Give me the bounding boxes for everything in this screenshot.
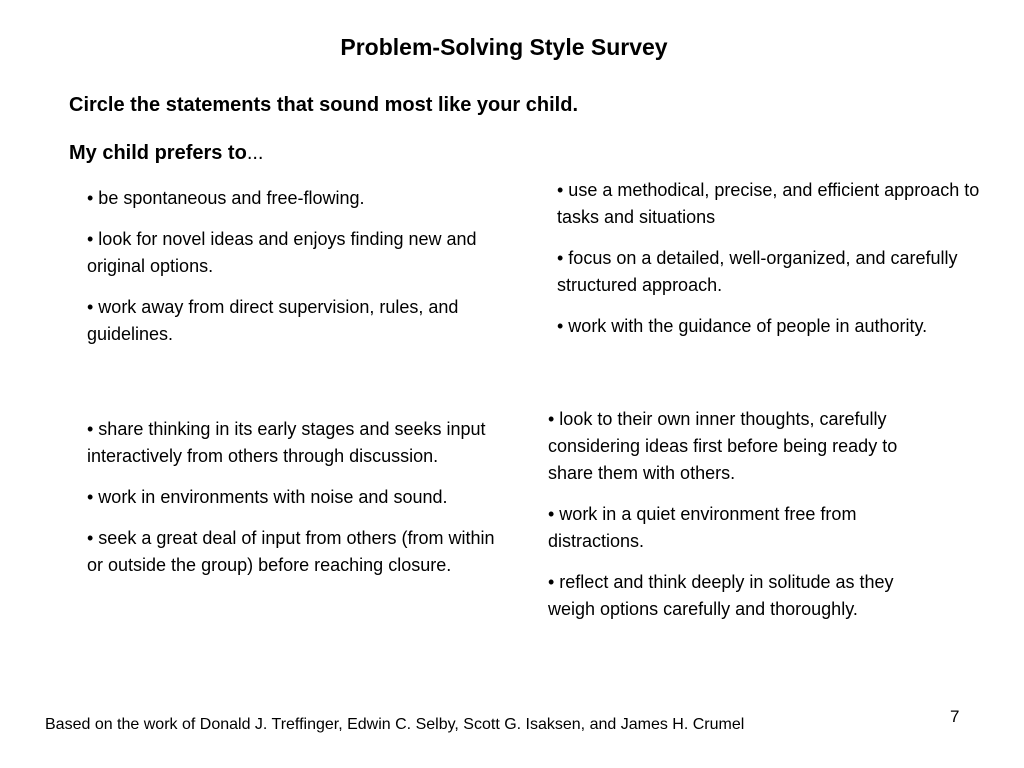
statement-item[interactable]: • focus on a detailed, well-organized, and carefully structured approach. bbox=[557, 248, 958, 295]
statement-item[interactable]: • use a methodical, precise, and efficient approach to tasks and situations bbox=[557, 180, 980, 227]
statements-top-left bbox=[87, 185, 487, 362]
instruction-text: Circle the statements that sound most like your child. bbox=[69, 94, 578, 116]
page-number: 7 bbox=[950, 707, 960, 726]
statement-item[interactable]: • work in a quiet environment free from distractions. bbox=[548, 504, 857, 551]
statements-top-right bbox=[557, 177, 997, 354]
statement-item[interactable]: • work in environments with noise and sound. bbox=[87, 487, 448, 507]
slide-title: Problem-Solving Style Survey bbox=[340, 34, 668, 60]
statement-item[interactable]: • work with the guidance of people in authority. bbox=[557, 316, 928, 336]
statement-item[interactable]: • share thinking in its early stages and seeks input interactively from others through discussion. bbox=[87, 419, 486, 466]
statements-bottom-left bbox=[87, 416, 507, 593]
statement-item[interactable]: • reflect and think deeply in solitude as they weigh options carefully and thoroughly. bbox=[548, 572, 894, 619]
statements-bottom-right bbox=[548, 406, 918, 637]
statement-item[interactable]: • look to their own inner thoughts, carefully considering ideas first before being ready to share them with others. bbox=[548, 409, 898, 483]
prefers-ellipsis: ... bbox=[246, 142, 264, 164]
statement-item[interactable]: • work away from direct supervision, rules, and guidelines. bbox=[87, 297, 459, 344]
statement-item[interactable]: • be spontaneous and free-flowing. bbox=[87, 188, 365, 208]
statement-item[interactable]: • look for novel ideas and enjoys finding new and original options. bbox=[87, 229, 477, 276]
statement-item[interactable]: • seek a great deal of input from others (from within or outside the group) before reaching closure. bbox=[87, 528, 495, 575]
prefers-label: My child prefers to bbox=[69, 142, 247, 164]
attribution-footer: Based on the work of Donald J. Treffinger, Edwin C. Selby, Scott G. Isaksen, and James H. Crumel bbox=[45, 716, 745, 733]
prefers-heading bbox=[69, 142, 263, 165]
